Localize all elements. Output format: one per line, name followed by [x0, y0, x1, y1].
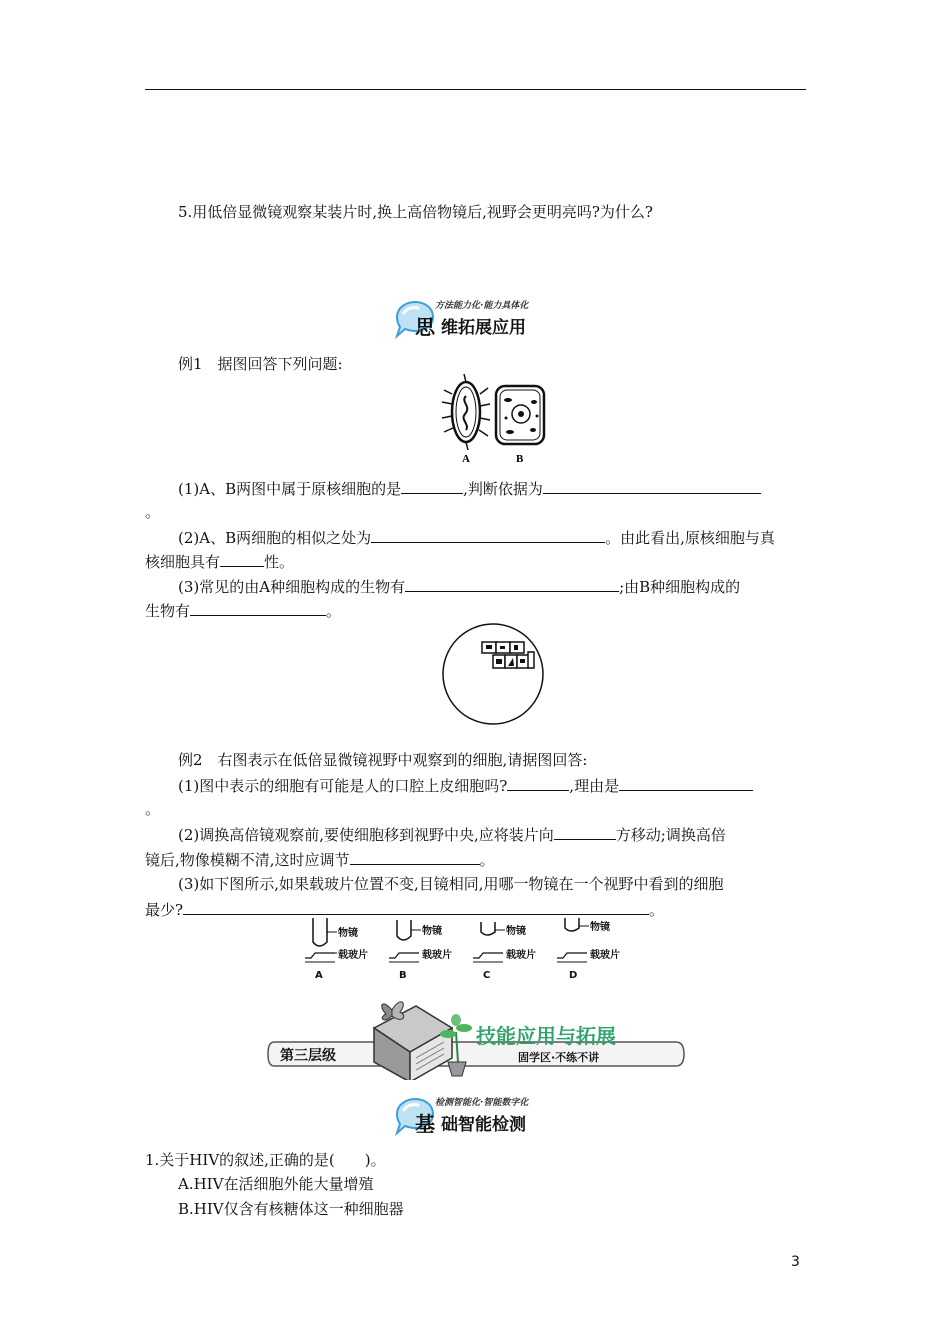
slide-label: 载玻片 [506, 950, 536, 961]
question-5: 5.用低倍显微镜观察某装片时,换上高倍物镜后,视野会更明亮吗?为什么? [178, 203, 653, 221]
figure-label-b: B [516, 453, 524, 465]
banner-big-char: 基 [415, 1112, 435, 1136]
cell-figure-ab [438, 374, 550, 466]
eukaryotic-cell-icon [496, 386, 544, 444]
answer-blank[interactable] [371, 527, 605, 543]
section-banner-detection [393, 1094, 563, 1136]
level-3-banner [266, 992, 688, 1080]
answer-blank[interactable] [350, 849, 480, 865]
section-banner-thinking [393, 297, 563, 339]
example-2-q2-cont: 镜后,物像模糊不清,这时应调节 。 [145, 851, 495, 869]
banner-title: 础智能检测 [441, 1115, 526, 1135]
example-1-q2-cont: 核细胞具有 性。 [145, 553, 295, 571]
banner-tagline: 检测智能化·智能数字化 [435, 1098, 529, 1108]
example-1-q1-end: 。 [145, 503, 161, 521]
answer-blank[interactable] [401, 478, 463, 494]
banner-big-char: 思 [415, 315, 435, 339]
example-1-q2: (2)A、B两细胞的相似之处为 。由此看出,原核细胞与真 [178, 529, 775, 547]
prokaryotic-cell-icon [442, 374, 490, 450]
level-label: 第三层级 [280, 1048, 336, 1064]
example-1-title: 例1 据图回答下列问题: [178, 355, 343, 373]
lens-label: 物镜 [422, 926, 442, 937]
option-label-b: B [399, 970, 407, 981]
slide-label: 载玻片 [422, 950, 452, 961]
question-1-option-b[interactable]: B.HIV仅含有核糖体这一种细胞器 [178, 1200, 404, 1218]
objective-lens-c-icon [473, 922, 536, 981]
level-title: 技能应用与拓展 [476, 1024, 616, 1048]
answer-blank[interactable] [507, 775, 569, 791]
lens-label: 物镜 [506, 926, 526, 937]
example-2-q3: (3)如下图所示,如果载玻片位置不变,目镜相同,用哪一物镜在一个视野中看到的细胞 [178, 875, 724, 893]
header-rule [145, 89, 806, 90]
slide-label: 载玻片 [338, 950, 368, 961]
lens-label: 物镜 [590, 922, 610, 933]
lens-label: 物镜 [338, 928, 358, 939]
microscope-view-figure [440, 622, 546, 726]
page-number: 3 [791, 1254, 800, 1270]
question-1-stem: 1.关于HIV的叙述,正确的是( )。 [145, 1151, 386, 1169]
example-2-q1-end: 。 [145, 800, 161, 818]
example-1-q3-cont: 生物有 。 [145, 602, 342, 620]
question-1-option-a[interactable]: A.HIV在活细胞外能大量增殖 [178, 1175, 374, 1193]
option-label-d: D [569, 970, 578, 981]
answer-blank[interactable] [405, 576, 619, 592]
example-2-title: 例2 右图表示在低倍显微镜视野中观察到的细胞,请据图回答: [178, 751, 588, 769]
answer-blank[interactable] [619, 775, 753, 791]
butterfly-icon [382, 1002, 404, 1020]
objective-lens-d-icon [557, 918, 620, 981]
example-2-q1: (1)图中表示的细胞有可能是人的口腔上皮细胞吗? ,理由是 [178, 775, 753, 796]
level-subtitle: 固学区·不练不讲 [518, 1051, 600, 1064]
figure-label-a: A [462, 453, 470, 465]
objective-lenses-figure [305, 916, 645, 982]
example-2-q3-cont: 最少? 。 [145, 901, 665, 919]
answer-blank[interactable] [543, 478, 761, 494]
answer-blank[interactable] [190, 600, 326, 616]
example-1-q3: (3)常见的由A种细胞构成的生物有 ;由B种细胞构成的 [178, 578, 741, 596]
example-2-q2: (2)调换高倍镜观察前,要使细胞移到视野中央,应将装片向 方移动;调换高倍 [178, 826, 726, 844]
example-1-q1: (1)A、B两图中属于原核细胞的是 ,判断依据为 [178, 478, 761, 499]
option-label-c: C [483, 970, 491, 981]
answer-blank[interactable] [554, 824, 616, 840]
objective-lens-a-icon [305, 918, 368, 981]
banner-title: 维拓展应用 [441, 318, 526, 338]
banner-tagline: 方法能力化·能力具体化 [435, 301, 529, 311]
slide-label: 载玻片 [590, 950, 620, 961]
answer-blank[interactable] [220, 551, 264, 567]
objective-lens-b-icon [389, 920, 452, 981]
option-label-a: A [315, 970, 323, 981]
answer-blank[interactable] [183, 899, 649, 915]
